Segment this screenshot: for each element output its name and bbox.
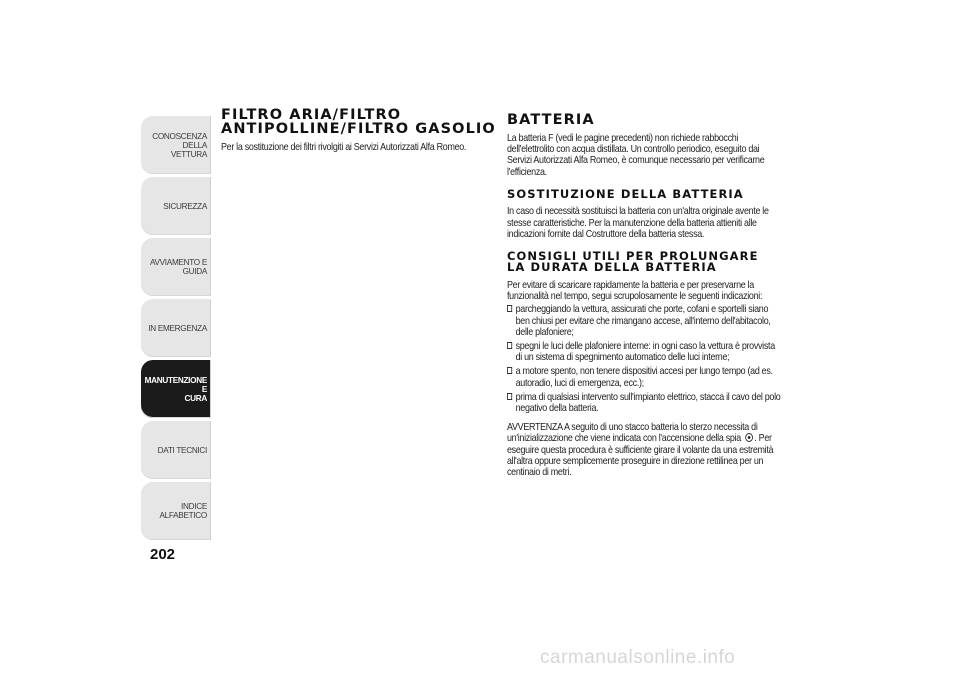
watermark: carmanualsonline.info <box>540 647 736 668</box>
tab-label: IN EMERGENZA <box>148 323 207 333</box>
warning-paragraph <box>507 422 782 478</box>
tab-label: DATI TECNICI <box>157 445 207 455</box>
replace-section <box>507 186 782 240</box>
checkbox-bullet-icon <box>507 393 512 400</box>
tip-text: prima di qualsiasi intervento sull'impianto elettrico, stacca il cavo del polo negativo della batteria. <box>515 391 781 414</box>
checkbox-bullet-icon <box>507 305 512 312</box>
tab-label: SICUREZZA <box>163 201 207 211</box>
battery-section <box>507 113 782 178</box>
list-item <box>507 392 782 414</box>
tab-indice-alfabetico[interactable] <box>141 482 211 540</box>
tab-manutenzione-e-cura[interactable] <box>141 360 211 418</box>
tab-conoscenza-della-vettura[interactable] <box>141 116 211 174</box>
tips-section <box>507 248 782 478</box>
tab-sicurezza[interactable] <box>141 177 211 235</box>
right-column <box>507 113 782 489</box>
tab-label: MANUTENZIONE E CURA <box>144 375 207 403</box>
battery-heading: BATTERIA <box>507 112 595 128</box>
tab-label: CONOSCENZA DELLA VETTURA <box>152 131 207 159</box>
checkbox-bullet-icon <box>507 342 512 349</box>
tab-label: AVVIAMENTO E GUIDA <box>149 258 207 276</box>
tab-in-emergenza[interactable] <box>141 299 211 357</box>
tip-text: parcheggiando la vettura, assicurati che porte, cofani e sportelli siano ben chiusi per evitare che rimangano accese, all'interno dell'abitacolo, delle plafoniere; <box>515 304 771 338</box>
tips-heading: CONSIGLI UTILI PER PROLUNGARE LA DURATA DELLA BATTERIA <box>507 248 759 275</box>
tab-avviamento-e-guida[interactable] <box>141 238 211 296</box>
tips-list <box>507 304 782 414</box>
tips-content <box>507 280 782 478</box>
warning-text-start: AVVERTENZA A seguito di uno stacco batteria lo sterzo necessita di un'inizializzazione che viene indicata con l'accensione della spia <box>507 422 758 445</box>
tip-text: spegni le luci delle plafoniere interne: in ogni caso la vettura è provvista di un sistema di spegnimento automatico delle luci interne; <box>515 340 775 364</box>
replace-body: In caso di necessità sostituisci la batteria con un'altra originale avente le stesse caratteristiche. Per la manutenzione della batteria attieniti alle indicazioni fornite dal Costruttore della batteria stessa. <box>507 206 769 240</box>
tip-text: a motore spento, non tenere dispositivi accesi per lungo tempo (ad es. autoradio, luci di emergenza, ecc.); <box>515 366 773 389</box>
filters-body: Per la sostituzione dei filtri rivolgiti ai Servizi Autorizzati Alfa Romeo. <box>221 142 467 153</box>
left-column <box>221 108 496 153</box>
checkbox-bullet-icon <box>507 367 512 374</box>
tab-label: INDICE ALFABETICO <box>159 502 207 520</box>
tab-dati-tecnici[interactable] <box>141 421 211 479</box>
warning-text-end: . Per eseguire questa procedura è sufficiente girare il volante da una estremità all'altra oppure semplicemente proseguire in direzione rettilinea per un centinaio di metri. <box>507 433 774 478</box>
filters-heading: FILTRO ARIA/FILTRO ANTIPOLLINE/FILTRO GASOLIO <box>221 107 496 137</box>
steering-warning-icon <box>745 433 753 442</box>
list-item <box>507 341 782 363</box>
tips-intro: Per evitare di scaricare rapidamente la batteria e per preservarne la funzionalità nel tempo, segui scrupolosamente le seguenti indicazioni: <box>507 279 763 303</box>
page-number: 202 <box>150 546 176 563</box>
list-item <box>507 366 782 388</box>
replace-heading: SOSTITUZIONE DELLA BATTERIA <box>507 186 744 201</box>
battery-body: La batteria F (vedi le pagine precedenti) non richiede rabbocchi dell'elettrolito con acqua distillata. Un controllo periodico, eseguito dai Servizi Autorizzati Alfa Romeo, è comunque necessario per verificarne l'efficienza. <box>507 133 765 178</box>
list-item <box>507 304 782 338</box>
